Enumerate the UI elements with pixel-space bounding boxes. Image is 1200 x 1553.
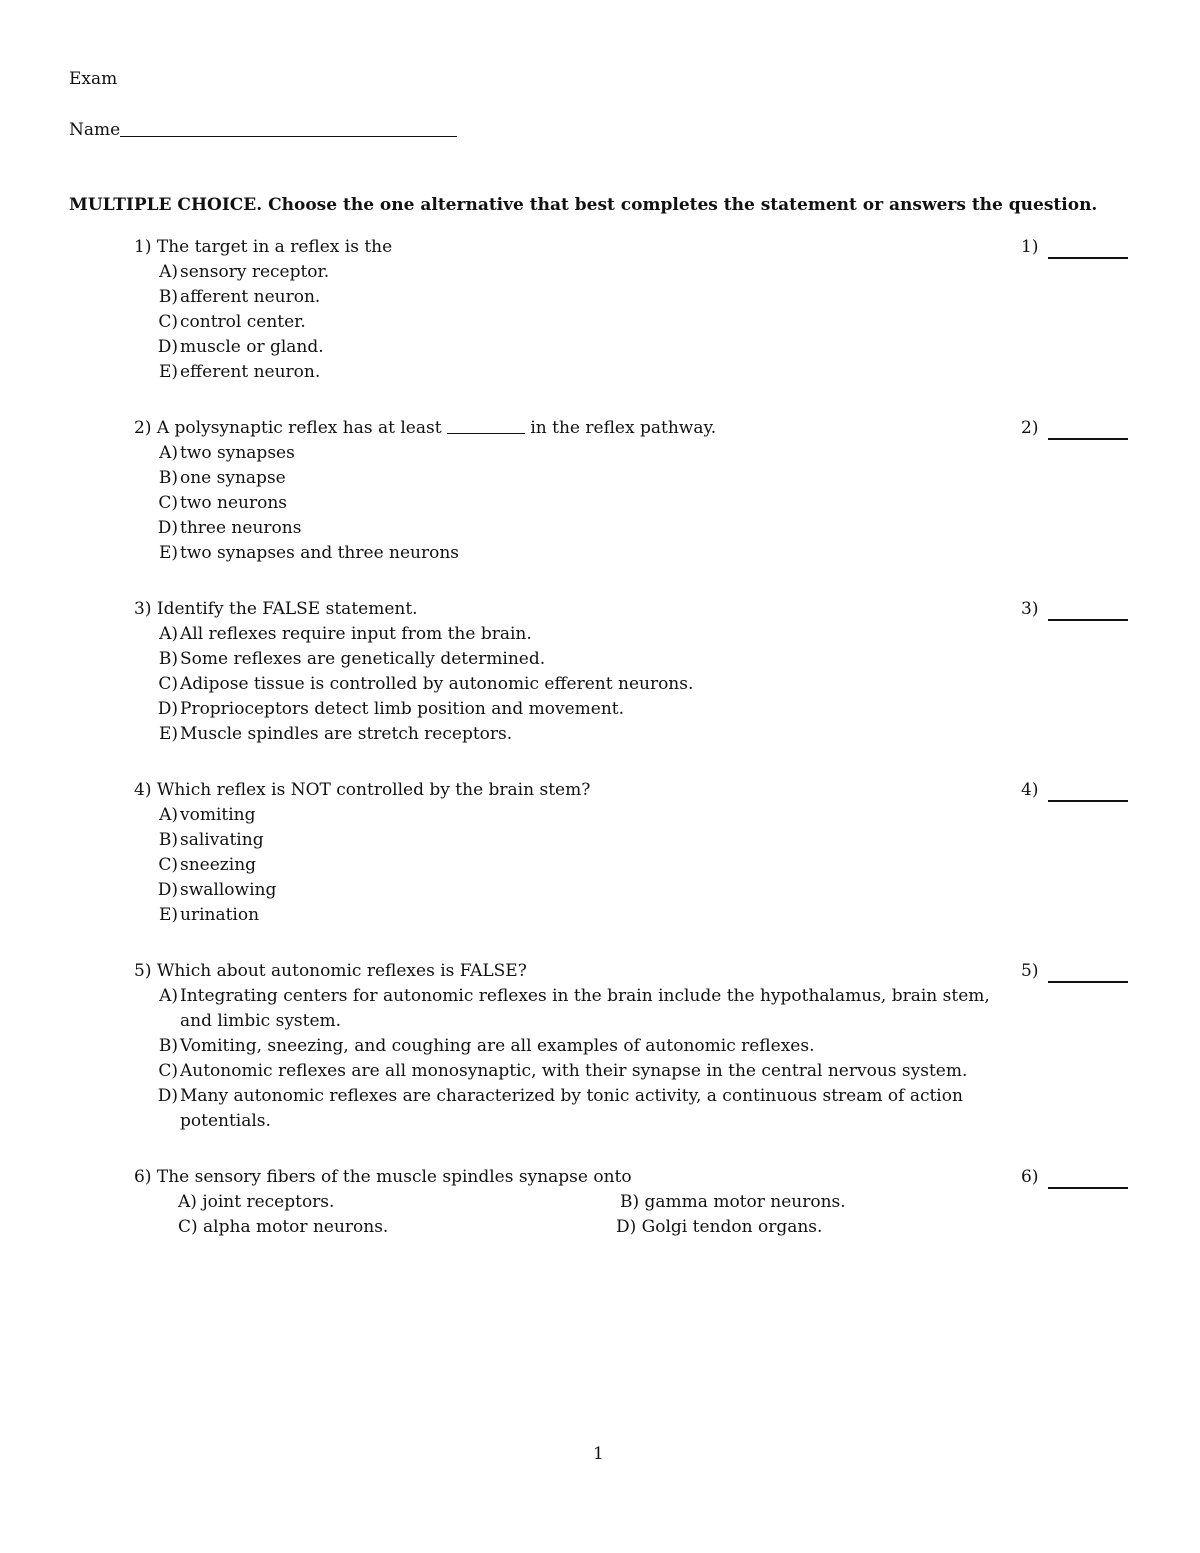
choice-text: vomiting xyxy=(180,805,256,825)
choice-d[interactable] xyxy=(616,1215,822,1240)
question-text xyxy=(134,959,1014,984)
choice-c[interactable] xyxy=(134,1059,1014,1084)
choice-letter: A) xyxy=(159,624,178,644)
choice-letter: E) xyxy=(158,724,178,744)
choice-text: swallowing xyxy=(180,880,277,900)
choice-letter: C) xyxy=(158,312,178,332)
choice-text: Autonomic reflexes are all monosynaptic, with their synapse in the central nervous system. xyxy=(180,1061,968,1081)
choice-b[interactable] xyxy=(134,1034,1014,1059)
question-text xyxy=(134,235,1014,260)
choice-text: Golgi tendon organs. xyxy=(641,1217,823,1237)
choice-e[interactable] xyxy=(134,722,1014,747)
choice-b[interactable] xyxy=(620,1190,846,1215)
choice-row-2 xyxy=(134,1215,1014,1240)
choice-text: two neurons xyxy=(180,493,288,513)
choice-c[interactable] xyxy=(134,491,1014,516)
choice-text: alpha motor neurons. xyxy=(203,1217,389,1237)
answer-label-2: 2) xyxy=(1021,418,1039,438)
answer-label-3: 3) xyxy=(1021,599,1039,619)
choice-e[interactable] xyxy=(134,541,1014,566)
choice-letter: A) xyxy=(178,1192,197,1212)
question-stem-start: A polysynaptic reflex has at least xyxy=(156,418,442,438)
question-2 xyxy=(134,416,1014,566)
question-stem: Identify the FALSE statement. xyxy=(156,599,418,619)
choice-b[interactable] xyxy=(134,466,1014,491)
answer-blank-1[interactable] xyxy=(1048,240,1128,259)
choice-c[interactable] xyxy=(134,853,1014,878)
choice-letter: D) xyxy=(616,1217,637,1237)
choice-text: two synapses xyxy=(180,443,295,463)
choice-letter: B) xyxy=(620,1192,640,1212)
choice-row-1 xyxy=(134,1190,1014,1215)
choice-a[interactable] xyxy=(134,441,1014,466)
choice-text: Many autonomic reflexes are characterized by tonic activity, a continuous stream of action xyxy=(180,1086,963,1106)
choice-letter: B) xyxy=(158,649,178,669)
choice-text: muscle or gland. xyxy=(180,337,324,357)
choice-letter: C) xyxy=(158,493,178,513)
choice-a[interactable] xyxy=(178,1190,334,1215)
question-4 xyxy=(134,778,1014,928)
choice-letter: E) xyxy=(158,362,178,382)
choice-text: Vomiting, sneezing, and coughing are all examples of autonomic reflexes. xyxy=(180,1036,815,1056)
choice-a[interactable] xyxy=(134,803,1014,828)
choice-text: joint receptors. xyxy=(202,1192,335,1212)
question-number: 5) xyxy=(134,961,152,981)
question-text xyxy=(134,778,1014,803)
question-text xyxy=(134,1165,1014,1190)
page-number: 1 xyxy=(593,1444,604,1464)
name-input-line[interactable] xyxy=(120,118,457,137)
choice-letter: D) xyxy=(157,337,178,357)
choice-letter: C) xyxy=(178,1217,198,1237)
choice-letter: A) xyxy=(159,805,178,825)
choice-letter: B) xyxy=(158,468,178,488)
answer-label-1: 1) xyxy=(1021,237,1039,257)
choice-c[interactable] xyxy=(178,1215,388,1240)
answer-blank-6[interactable] xyxy=(1048,1170,1128,1189)
choice-text: sneezing xyxy=(180,855,257,875)
name-label: Name xyxy=(69,120,121,140)
choice-letter: C) xyxy=(158,674,178,694)
choice-d[interactable] xyxy=(134,335,1014,360)
choice-a[interactable] xyxy=(134,984,1014,1034)
choice-a[interactable] xyxy=(134,622,1014,647)
question-stem: The target in a reflex is the xyxy=(156,237,393,257)
choice-e[interactable] xyxy=(134,360,1014,385)
question-stem-end: in the reflex pathway. xyxy=(530,418,717,438)
choice-c[interactable] xyxy=(134,310,1014,335)
question-stem: Which reflex is NOT controlled by the brain stem? xyxy=(156,780,591,800)
choice-text-continued: potentials. xyxy=(180,1111,271,1131)
choice-text: Proprioceptors detect limb position and movement. xyxy=(180,699,625,719)
choice-b[interactable] xyxy=(134,285,1014,310)
choice-text: sensory receptor. xyxy=(180,262,330,282)
choice-letter: D) xyxy=(157,880,178,900)
choice-letter: A) xyxy=(159,443,178,463)
choice-text: salivating xyxy=(180,830,264,850)
choice-letter: C) xyxy=(158,855,178,875)
choice-letter: B) xyxy=(158,1036,178,1056)
choice-letter: E) xyxy=(158,543,178,563)
question-number: 2) xyxy=(134,418,152,438)
choice-letter: B) xyxy=(158,287,178,307)
choice-text: urination xyxy=(180,905,260,925)
question-6 xyxy=(134,1165,1014,1240)
choice-e[interactable] xyxy=(134,903,1014,928)
answer-blank-5[interactable] xyxy=(1048,964,1128,983)
choice-letter: A) xyxy=(159,262,178,282)
choice-b[interactable] xyxy=(134,647,1014,672)
choice-d[interactable] xyxy=(134,878,1014,903)
choice-text: Adipose tissue is controlled by autonomic efferent neurons. xyxy=(180,674,694,694)
question-number: 6) xyxy=(134,1167,152,1187)
answer-label-4: 4) xyxy=(1021,780,1039,800)
choice-d[interactable] xyxy=(134,697,1014,722)
choice-b[interactable] xyxy=(134,828,1014,853)
choice-a[interactable] xyxy=(134,260,1014,285)
question-1 xyxy=(134,235,1014,385)
choice-letter: D) xyxy=(157,699,178,719)
choice-d[interactable] xyxy=(134,1084,1014,1134)
question-3 xyxy=(134,597,1014,747)
fill-in-blank xyxy=(447,416,525,434)
question-number: 3) xyxy=(134,599,152,619)
choice-text: control center. xyxy=(180,312,306,332)
answer-label-5: 5) xyxy=(1021,961,1039,981)
choice-letter: E) xyxy=(158,905,178,925)
question-stem: The sensory fibers of the muscle spindles synapse onto xyxy=(156,1167,632,1187)
answer-label-6: 6) xyxy=(1021,1167,1039,1187)
choice-text: afferent neuron. xyxy=(180,287,321,307)
choice-text: one synapse xyxy=(180,468,286,488)
answer-blank-2[interactable] xyxy=(1048,421,1128,440)
choice-text: three neurons xyxy=(180,518,302,538)
question-text xyxy=(134,597,1014,622)
choice-letter: B) xyxy=(158,830,178,850)
choice-text: efferent neuron. xyxy=(180,362,321,382)
choice-text: Some reflexes are genetically determined. xyxy=(180,649,546,669)
choice-text: gamma motor neurons. xyxy=(644,1192,846,1212)
choice-letter: A) xyxy=(159,986,178,1006)
question-stem: Which about autonomic reflexes is FALSE? xyxy=(156,961,527,981)
answer-blank-4[interactable] xyxy=(1048,783,1128,802)
choice-c[interactable] xyxy=(134,672,1014,697)
question-text xyxy=(134,416,1014,441)
choice-d[interactable] xyxy=(134,516,1014,541)
question-number: 1) xyxy=(134,237,152,257)
choice-text: Integrating centers for autonomic reflexes in the brain include the hypothalamus, brain stem, xyxy=(180,986,990,1006)
choice-text: All reflexes require input from the brain. xyxy=(180,624,532,644)
choice-letter: D) xyxy=(157,1086,178,1106)
exam-title: Exam xyxy=(69,69,118,89)
name-field-row xyxy=(69,118,457,143)
instructions-heading: MULTIPLE CHOICE. Choose the one alternative that best completes the statement or answers the question. xyxy=(69,195,1098,215)
choice-text-continued: and limbic system. xyxy=(180,1011,342,1031)
choice-letter: D) xyxy=(157,518,178,538)
answer-blank-3[interactable] xyxy=(1048,602,1128,621)
choice-text: two synapses and three neurons xyxy=(180,543,460,563)
choice-letter: C) xyxy=(158,1061,178,1081)
choice-text: Muscle spindles are stretch receptors. xyxy=(180,724,513,744)
question-number: 4) xyxy=(134,780,152,800)
question-5 xyxy=(134,959,1014,1134)
